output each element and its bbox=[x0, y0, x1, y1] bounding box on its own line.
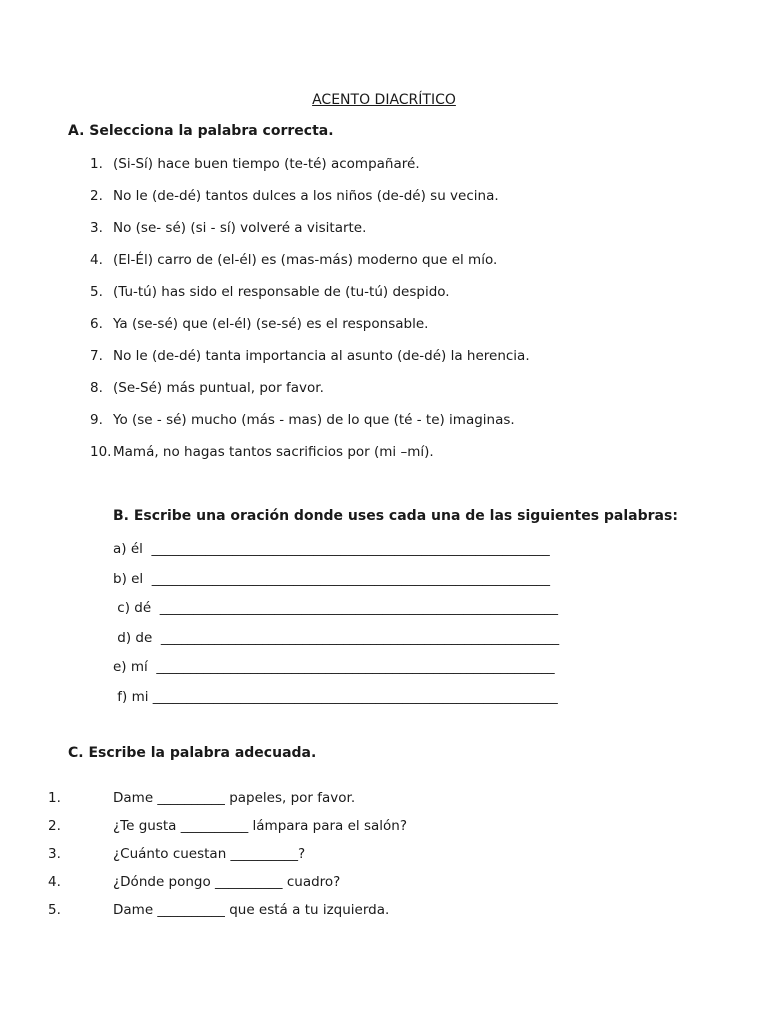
item-number: 8. bbox=[90, 380, 103, 396]
item-text: No (se- sé) (si - sí) volveré a visitarte. bbox=[113, 220, 367, 236]
item-text: No le (de-dé) tanta importancia al asunto (de-dé) la herencia. bbox=[113, 348, 530, 364]
item-number: 1. bbox=[90, 156, 103, 172]
list-item bbox=[90, 347, 530, 379]
list-item bbox=[90, 251, 530, 283]
list-item bbox=[90, 219, 530, 251]
item-text: Dame __________ que está a tu izquierda. bbox=[113, 902, 390, 918]
item-text: ¿Cuánto cuestan __________? bbox=[113, 846, 306, 862]
item-text: (Tu-tú) has sido el responsable de (tu-tú) despido. bbox=[113, 284, 450, 300]
section-a-heading: A. Selecciona la palabra correcta. bbox=[68, 123, 334, 139]
list-item bbox=[48, 789, 407, 817]
section-b-heading: B. Escribe una oración donde uses cada una de las siguientes palabras: bbox=[113, 508, 678, 524]
list-item bbox=[48, 901, 407, 929]
item-number: 4. bbox=[48, 874, 61, 890]
section-c-heading: C. Escribe la palabra adecuada. bbox=[68, 745, 317, 761]
item-number: 6. bbox=[90, 316, 103, 332]
item-number: 4. bbox=[90, 252, 103, 268]
item-text: No le (de-dé) tantos dulces a los niños (de-dé) su vecina. bbox=[113, 188, 499, 204]
item-text: (El-Él) carro de (el-él) es (mas-más) moderno que el mío. bbox=[113, 252, 498, 268]
item-number: 3. bbox=[48, 846, 61, 862]
section-a-list bbox=[90, 155, 530, 475]
list-item: d) de ___________________________________________________________ bbox=[113, 629, 560, 646]
list-item bbox=[90, 379, 530, 411]
item-number: 1. bbox=[48, 790, 61, 806]
list-item: a) él ___________________________________________________________ bbox=[113, 541, 550, 557]
item-text: ¿Te gusta __________ lámpara para el salón? bbox=[113, 818, 407, 834]
item-text: Dame __________ papeles, por favor. bbox=[113, 790, 356, 806]
item-number: 3. bbox=[90, 220, 103, 236]
section-c-list bbox=[48, 789, 407, 929]
list-item bbox=[48, 873, 407, 901]
list-item bbox=[90, 155, 530, 187]
list-item bbox=[90, 187, 530, 219]
item-number: 7. bbox=[90, 348, 103, 364]
list-item: e) mí ___________________________________________________________ bbox=[113, 659, 555, 676]
list-item bbox=[48, 845, 407, 873]
list-item: f) mi ____________________________________________________________ bbox=[113, 688, 558, 705]
item-text: Yo (se - sé) mucho (más - mas) de lo que (té - te) imaginas. bbox=[113, 412, 515, 428]
list-item bbox=[90, 315, 530, 347]
item-number: 10. bbox=[90, 444, 112, 460]
list-item bbox=[90, 443, 530, 475]
list-item: b) el ___________________________________________________________ bbox=[113, 570, 551, 587]
item-number: 5. bbox=[48, 902, 61, 918]
list-item bbox=[90, 283, 530, 315]
list-item bbox=[48, 817, 407, 845]
item-text: ¿Dónde pongo __________ cuadro? bbox=[113, 874, 341, 890]
item-text: Mamá, no hagas tantos sacrificios por (mi –mí). bbox=[113, 444, 434, 460]
item-number: 2. bbox=[48, 818, 61, 834]
item-text: (Si-Sí) hace buen tiempo (te-té) acompañaré. bbox=[113, 156, 420, 172]
item-text: (Se-Sé) más puntual, por favor. bbox=[113, 380, 324, 396]
item-number: 2. bbox=[90, 188, 103, 204]
section-b-list bbox=[113, 540, 559, 718]
item-number: 9. bbox=[90, 412, 103, 428]
item-text: Ya (se-sé) que (el-él) (se-sé) es el responsable. bbox=[113, 316, 429, 332]
item-number: 5. bbox=[90, 284, 103, 300]
page-title: ACENTO DIACRÍTICO bbox=[312, 92, 456, 108]
list-item bbox=[90, 411, 530, 443]
list-item: c) dé ___________________________________________________________ bbox=[113, 600, 558, 617]
